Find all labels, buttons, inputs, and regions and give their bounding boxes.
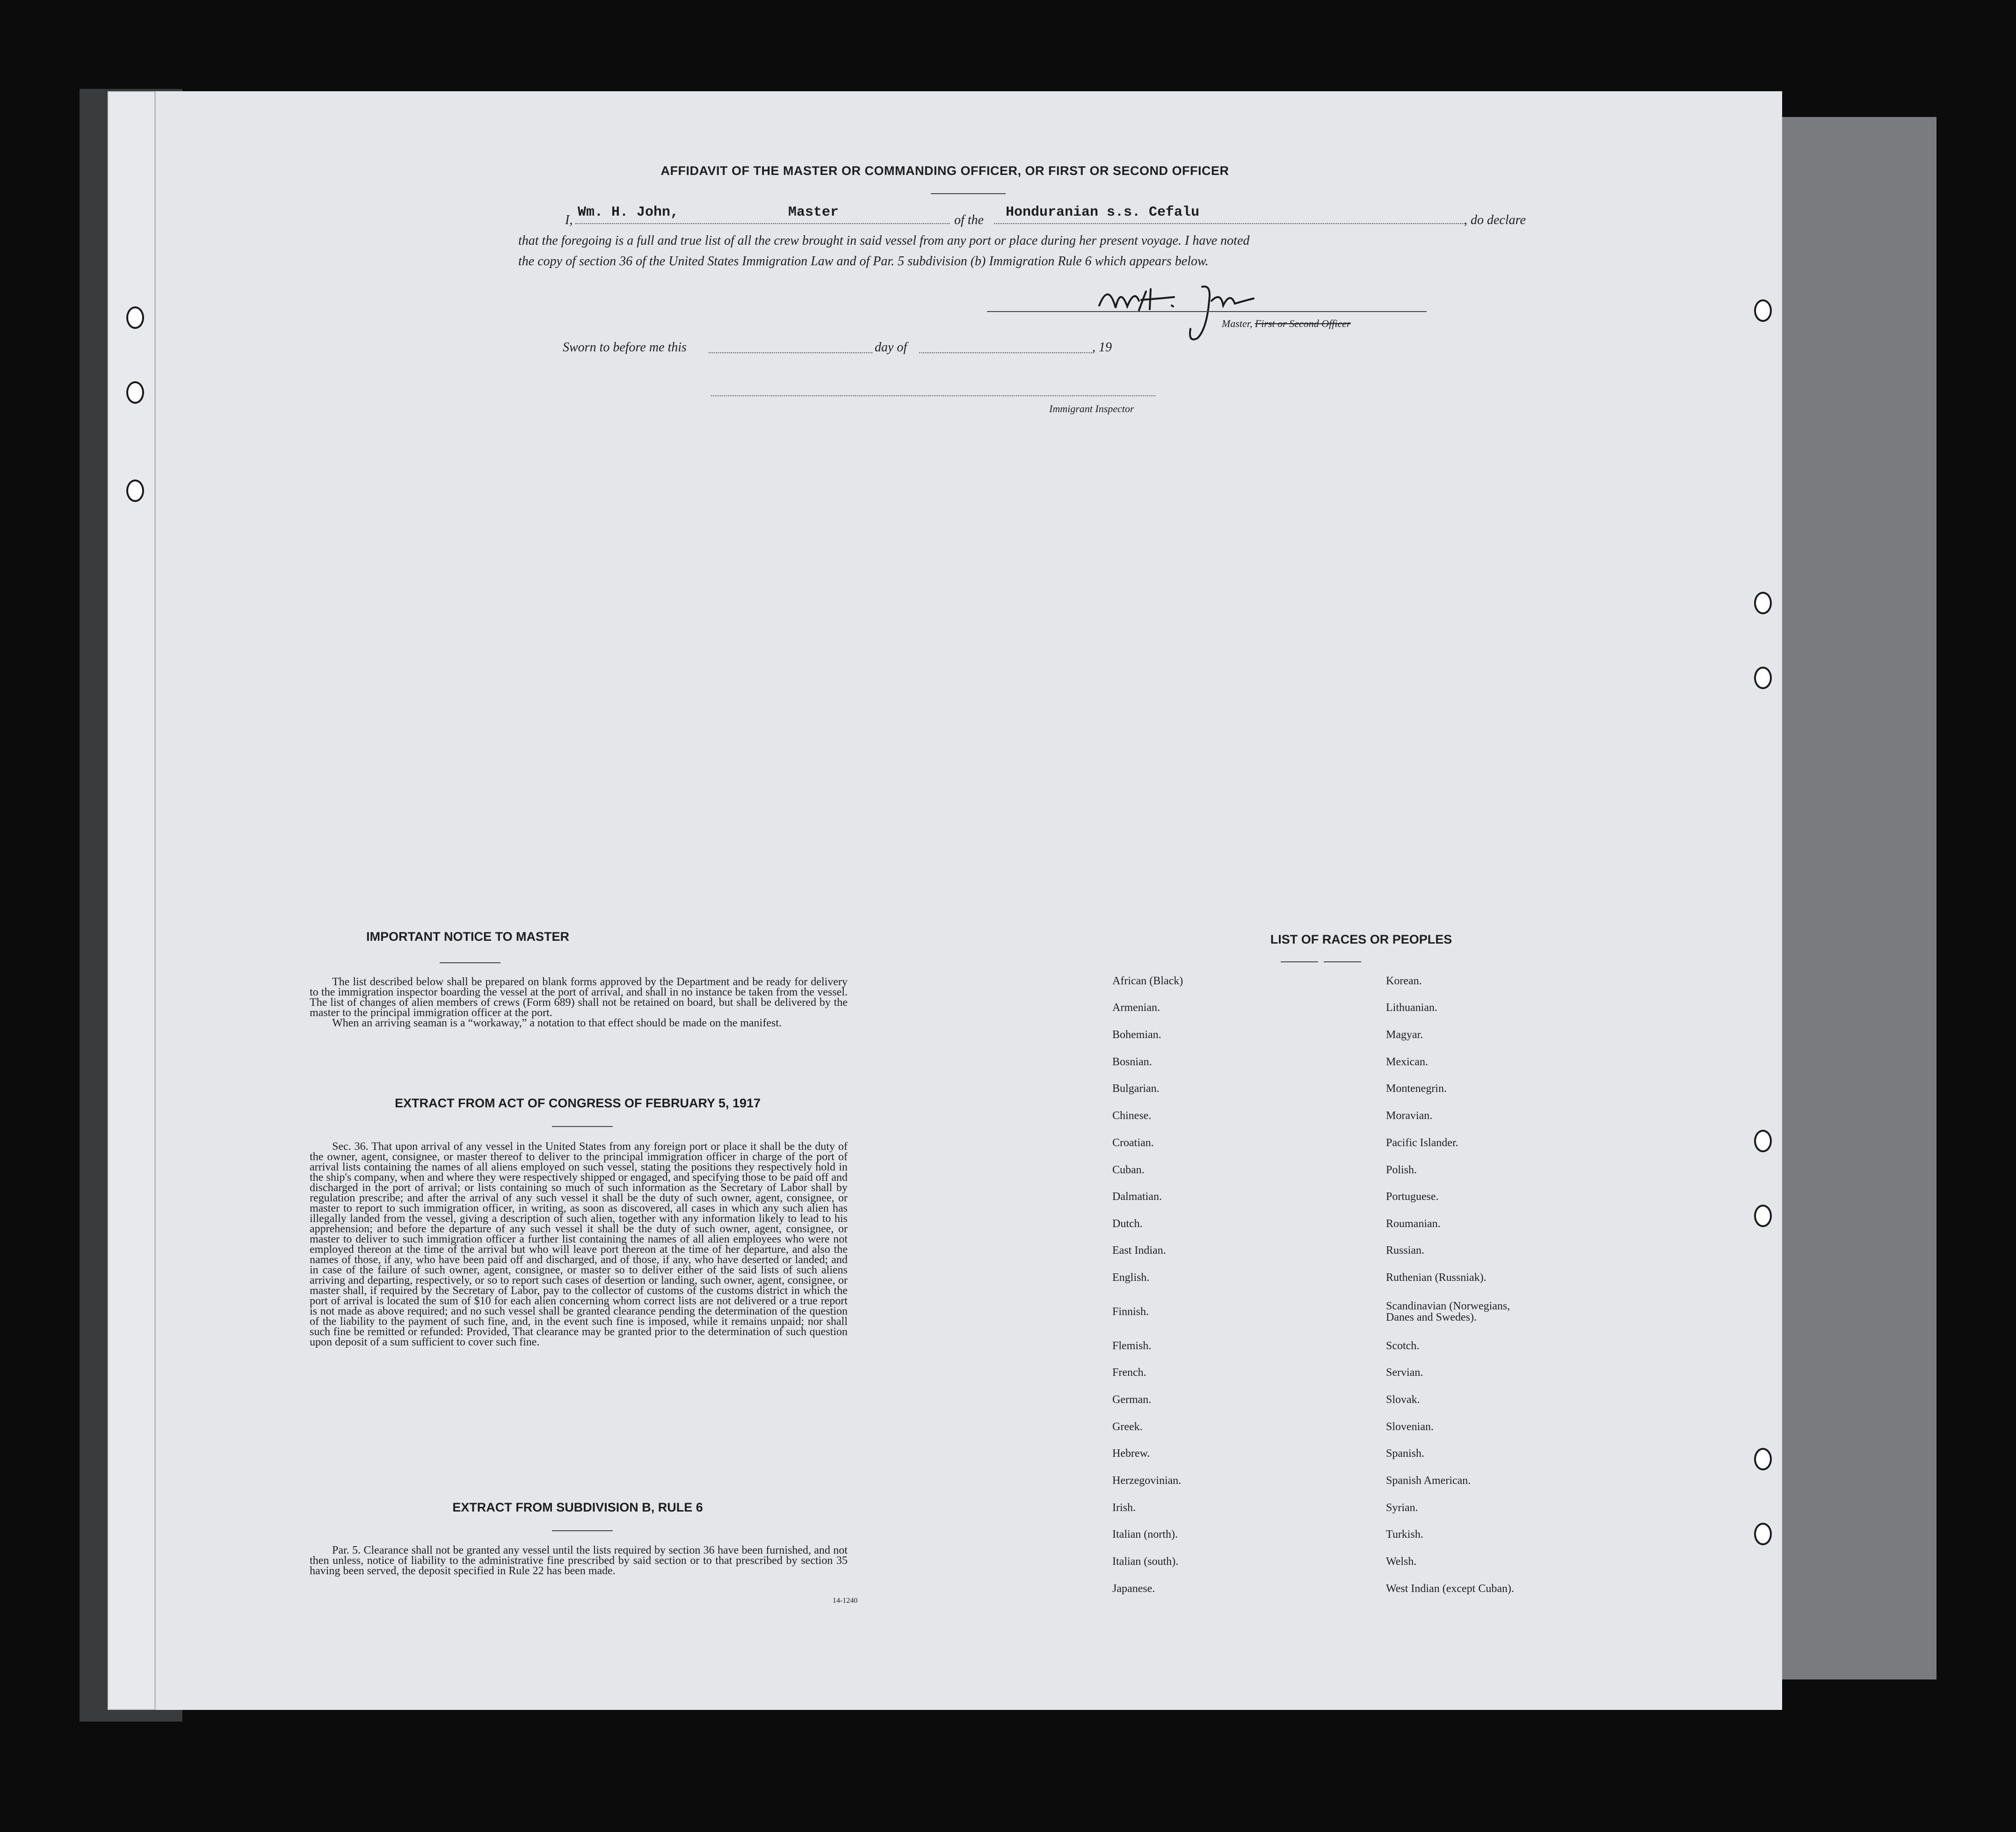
- races-rule-right: [1324, 961, 1361, 962]
- race-item: Hebrew.: [1112, 1447, 1150, 1460]
- binder-hole: [1754, 1205, 1772, 1227]
- race-item: Montenegrin.: [1386, 1083, 1447, 1095]
- vessel-fill-line: [994, 223, 1466, 224]
- binder-hole: [126, 381, 144, 404]
- race-item: Lithuanian.: [1386, 1002, 1437, 1014]
- race-item: Korean.: [1386, 975, 1422, 987]
- signature-caption-struck: First or Second Officer: [1255, 318, 1351, 329]
- races-heading: LIST OF RACES OR PEOPLES: [1270, 932, 1452, 946]
- sworn-month-line: [919, 352, 1092, 353]
- race-item: Roumanian.: [1386, 1218, 1441, 1230]
- day-of-label: day of: [875, 340, 907, 355]
- act-extract-text: [310, 1141, 848, 1347]
- race-item: Herzegovinian.: [1112, 1475, 1182, 1487]
- race-item: Spanish American.: [1386, 1475, 1471, 1487]
- race-item: East Indian.: [1112, 1244, 1166, 1257]
- race-item: Slovak.: [1386, 1394, 1420, 1406]
- signature-line: [987, 311, 1427, 312]
- race-item: French.: [1112, 1367, 1146, 1379]
- race-item: Syrian.: [1386, 1502, 1418, 1514]
- race-item: Irish.: [1112, 1502, 1136, 1514]
- signature-caption-master: Master,: [1222, 318, 1253, 329]
- name-fill-line: [575, 223, 950, 224]
- master-name: Wm. H. John,: [578, 204, 679, 220]
- binder-hole: [1754, 1523, 1772, 1545]
- rule-extract-text: [310, 1545, 848, 1576]
- race-item: Bosnian.: [1112, 1056, 1152, 1068]
- par-5-text: Par. 5. Clearance shall not be granted any vessel until the lists required by section 36 have been furnished, and not then unless, notice of liability to the administrative fine prescribed by said section or to that prescribed by section 35 having been served, the deposit specified in Rule 22 has been made.: [310, 1544, 848, 1577]
- race-item: Italian (north).: [1112, 1528, 1178, 1541]
- master-signature: [1095, 273, 1356, 348]
- race-item: West Indian (except Cuban).: [1386, 1583, 1514, 1595]
- race-item: Bulgarian.: [1112, 1083, 1160, 1095]
- notice-paragraph-2: When an arriving seaman is a “workaway,” a notation to that effect should be made on the manifest.: [332, 1017, 782, 1029]
- notice-rule: [440, 962, 500, 963]
- race-item: Scandinavian (Norwegians, Danes and Swedes).: [1386, 1300, 1510, 1323]
- race-item: Cuban.: [1112, 1164, 1145, 1176]
- race-item: Flemish.: [1112, 1340, 1152, 1352]
- notice-text: [310, 977, 848, 1028]
- race-item: African (Black): [1112, 975, 1183, 987]
- heading-rule: [931, 193, 1006, 194]
- race-item: Japanese.: [1112, 1583, 1155, 1595]
- of-the-label: of the: [954, 213, 984, 227]
- race-item: Armenian.: [1112, 1002, 1160, 1014]
- race-item: Portuguese.: [1386, 1191, 1439, 1203]
- vessel-name: Honduranian s.s. Cefalu: [1006, 204, 1200, 220]
- notice-paragraph-1: The list described below shall be prepared on blank forms approved by the Department and be ready for delivery to the immigration inspector boarding the vessel at the port of arrival, and shall in no instance be taken from the vessel. The list of changes of alien members of crews (Form 689) shall not be retained on board, but shall be delivered by the master to the principal immigration officer at the port.: [310, 976, 848, 1019]
- race-item: Moravian.: [1386, 1110, 1433, 1122]
- act-extract-rule: [552, 1126, 613, 1127]
- races-rule-left: [1281, 961, 1318, 962]
- race-item: Dutch.: [1112, 1218, 1143, 1230]
- rule-extract-rule: [552, 1530, 613, 1531]
- race-item: Chinese.: [1112, 1110, 1152, 1122]
- binder-hole: [1754, 1130, 1772, 1152]
- affidavit-i-label: I,: [565, 213, 573, 227]
- race-item: Welsh.: [1386, 1556, 1417, 1568]
- master-rank: Master: [788, 204, 839, 220]
- signature-caption: [1222, 318, 1351, 330]
- binding-gutter: [154, 91, 156, 1710]
- race-item: Mexican.: [1386, 1056, 1428, 1068]
- rule-extract-heading: EXTRACT FROM SUBDIVISION B, RULE 6: [452, 1500, 703, 1514]
- binder-hole: [1754, 592, 1772, 614]
- race-item: Pacific Islander.: [1386, 1137, 1458, 1149]
- race-item: Bohemian.: [1112, 1029, 1161, 1041]
- binder-hole: [126, 306, 144, 329]
- affidavit-line-2: that the foregoing is a full and true list of all the crew brought in said vessel from any port or place during her present voyage. I have noted: [518, 233, 1250, 248]
- binder-hole: [1754, 1448, 1772, 1470]
- race-item: Ruthenian (Russniak).: [1386, 1272, 1487, 1284]
- race-item: Magyar.: [1386, 1029, 1423, 1041]
- page-body: [154, 91, 1782, 1710]
- inspector-caption: Immigrant Inspector: [1049, 403, 1134, 414]
- race-item: Polish.: [1386, 1164, 1417, 1176]
- race-item: Scotch.: [1386, 1340, 1420, 1352]
- race-item: Slovenian.: [1386, 1421, 1434, 1433]
- binder-hole: [1754, 299, 1772, 322]
- race-item: Servian.: [1386, 1367, 1423, 1379]
- sworn-label: Sworn to before me this: [563, 340, 687, 355]
- race-item: Croatian.: [1112, 1137, 1154, 1149]
- race-item: Turkish.: [1386, 1528, 1423, 1541]
- binder-hole: [1754, 667, 1772, 689]
- race-item: English.: [1112, 1272, 1150, 1284]
- section-36-text: Sec. 36. That upon arrival of any vessel in the United States from any foreign port or place it shall be the duty of the owner, agent, consignee, or master thereof to deliver to the principal immigration officer in charge of the port of arrival lists containing the names of all aliens employed on such vessel, stating the positions they respectively hold in the ship's company, when and where they were respectively shipped or engaged, and specifying those to be paid off and discharged in the port of arrival; or lists containing so much of such information as the Secretary of Labor shall by regulation prescribe; and after the arrival of any such vessel it shall be the duty of such owner, agent, consignee, or master to report to such immigration officer, in writing, as soon as discovered, all cases in which any such alien has illegally landed from the vessel, giving a description of such alien, together with any information likely to lead to his apprehension; and before the departure of any such vessel it shall be the duty of such owner, agent, consignee, or master to deliver to such immigration officer a further list containing the names of all alien employees who were not employed thereon at the time of the arrival but who will leave port thereon at the time of her departure, and also the names of those, if any, who have been paid off and discharged, and of those, if any, who have deserted or landed; and in case of the failure of such owner, agent, consignee, or master so to deliver either of the said lists of such aliens arriving and departing, respectively, or so to report such cases of desertion or landing, such owner, agent, consignee, or master shall, if required by the Secretary of Labor, pay to the collector of customs of the customs district in which the port of arrival is located the sum of $10 for each alien concerning whom correct lists are not delivered or a true report is not made as above required; and no such vessel shall be granted clearance pending the determination of the question of the liability to the payment of such fine, and, in the event such fine is imposed, while it remains unpaid; nor shall such fine be remitted or refunded: Provided, That clearance may be granted prior to the determination of such question upon deposit of a sum sufficient to cover such fine.: [310, 1141, 848, 1348]
- race-item: Finnish.: [1112, 1306, 1149, 1318]
- race-item: Russian.: [1386, 1244, 1425, 1257]
- scan-backing-right: [1759, 117, 1936, 1679]
- race-item: Greek.: [1112, 1421, 1143, 1433]
- inspector-signature-line: [711, 395, 1155, 396]
- affidavit-heading: AFFIDAVIT OF THE MASTER OR COMMANDING OFFICER, OR FIRST OR SECOND OFFICER: [660, 164, 1229, 178]
- race-item: Spanish.: [1386, 1447, 1425, 1460]
- notice-heading: IMPORTANT NOTICE TO MASTER: [366, 930, 569, 944]
- sworn-day-line: [709, 352, 872, 353]
- race-item: Dalmatian.: [1112, 1191, 1162, 1203]
- year-label: , 19: [1092, 340, 1112, 355]
- affidavit-line-3: the copy of section 36 of the United States Immigration Law and of Par. 5 subdivision (b) Immigration Rule 6 which appears below.: [518, 254, 1209, 269]
- manifest-page: [108, 91, 1782, 1710]
- binder-hole: [126, 480, 144, 502]
- form-number: 14-1240: [833, 1597, 858, 1605]
- race-item: Italian (south).: [1112, 1556, 1179, 1568]
- race-item: German.: [1112, 1394, 1152, 1406]
- do-declare-label: , do declare: [1464, 213, 1526, 227]
- act-extract-heading: EXTRACT FROM ACT OF CONGRESS OF FEBRUARY 5, 1917: [394, 1096, 761, 1110]
